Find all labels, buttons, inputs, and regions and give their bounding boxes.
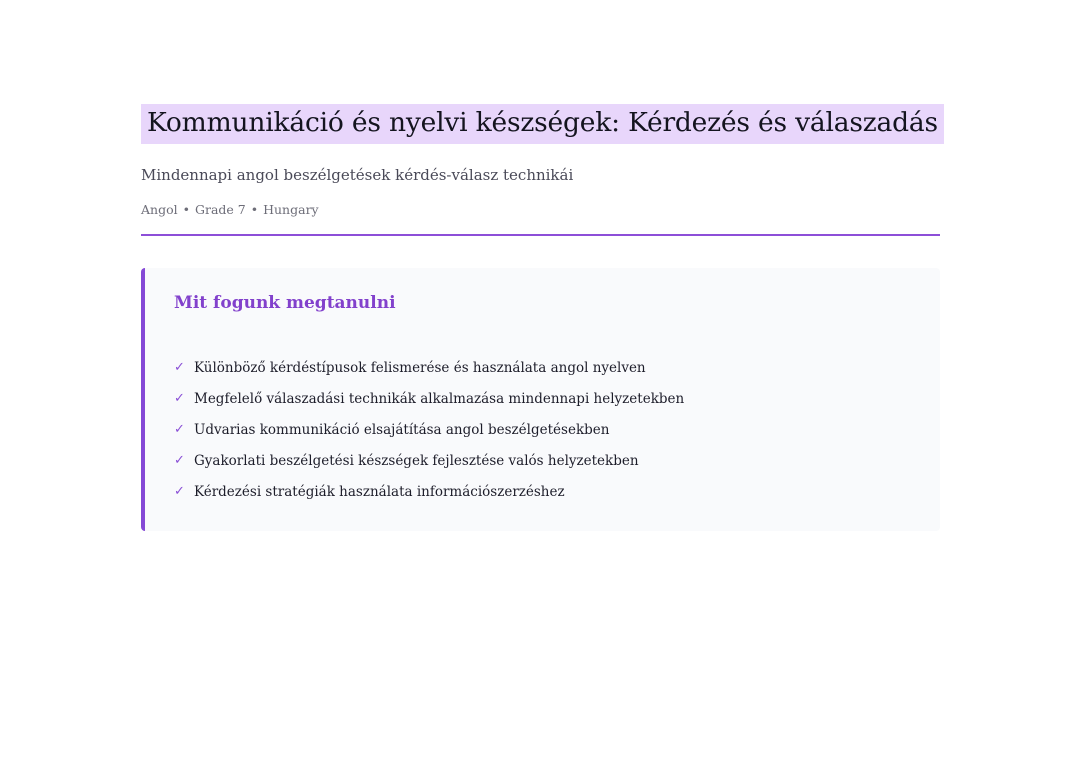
- check-icon: ✓: [174, 484, 185, 499]
- meta-grade: Grade 7: [194, 202, 246, 217]
- meta-country: Hungary: [263, 202, 319, 217]
- document-page: [141, 104, 940, 531]
- list-item: [174, 383, 910, 414]
- page-subtitle: Mindennapi angol beszélgetések kérdés-válasz technikái: [141, 166, 574, 184]
- check-icon: ✓: [174, 453, 185, 468]
- list-item: [174, 445, 910, 476]
- objective-text: Udvarias kommunikáció elsajátítása angol beszélgetésekben: [194, 421, 610, 438]
- check-icon: ✓: [174, 391, 185, 406]
- objective-text: Megfelelő válaszadási technikák alkalmazása mindennapi helyzetekben: [194, 390, 685, 407]
- objective-text: Kérdezési stratégiák használata információszerzéshez: [194, 483, 565, 500]
- check-icon: ✓: [174, 360, 185, 375]
- list-item: [174, 476, 910, 507]
- objectives-list: [174, 352, 910, 507]
- meta-separator: •: [182, 202, 190, 217]
- meta-subject: Angol: [141, 202, 178, 217]
- objective-text: Különböző kérdéstípusok felismerése és használata angol nyelven: [194, 359, 646, 376]
- meta-separator: •: [250, 202, 259, 217]
- page-title: Kommunikáció és nyelvi készségek: Kérdezés és válaszadás: [141, 104, 944, 144]
- learning-objectives-box: [141, 268, 940, 531]
- check-icon: ✓: [174, 422, 185, 437]
- objectives-title: Mit fogunk megtanulni: [174, 293, 396, 313]
- meta-line: [141, 201, 940, 219]
- objective-text: Gyakorlati beszélgetési készségek fejlesztése valós helyzetekben: [194, 452, 639, 469]
- list-item: [174, 352, 910, 383]
- header-divider: [141, 234, 940, 236]
- list-item: [174, 414, 910, 445]
